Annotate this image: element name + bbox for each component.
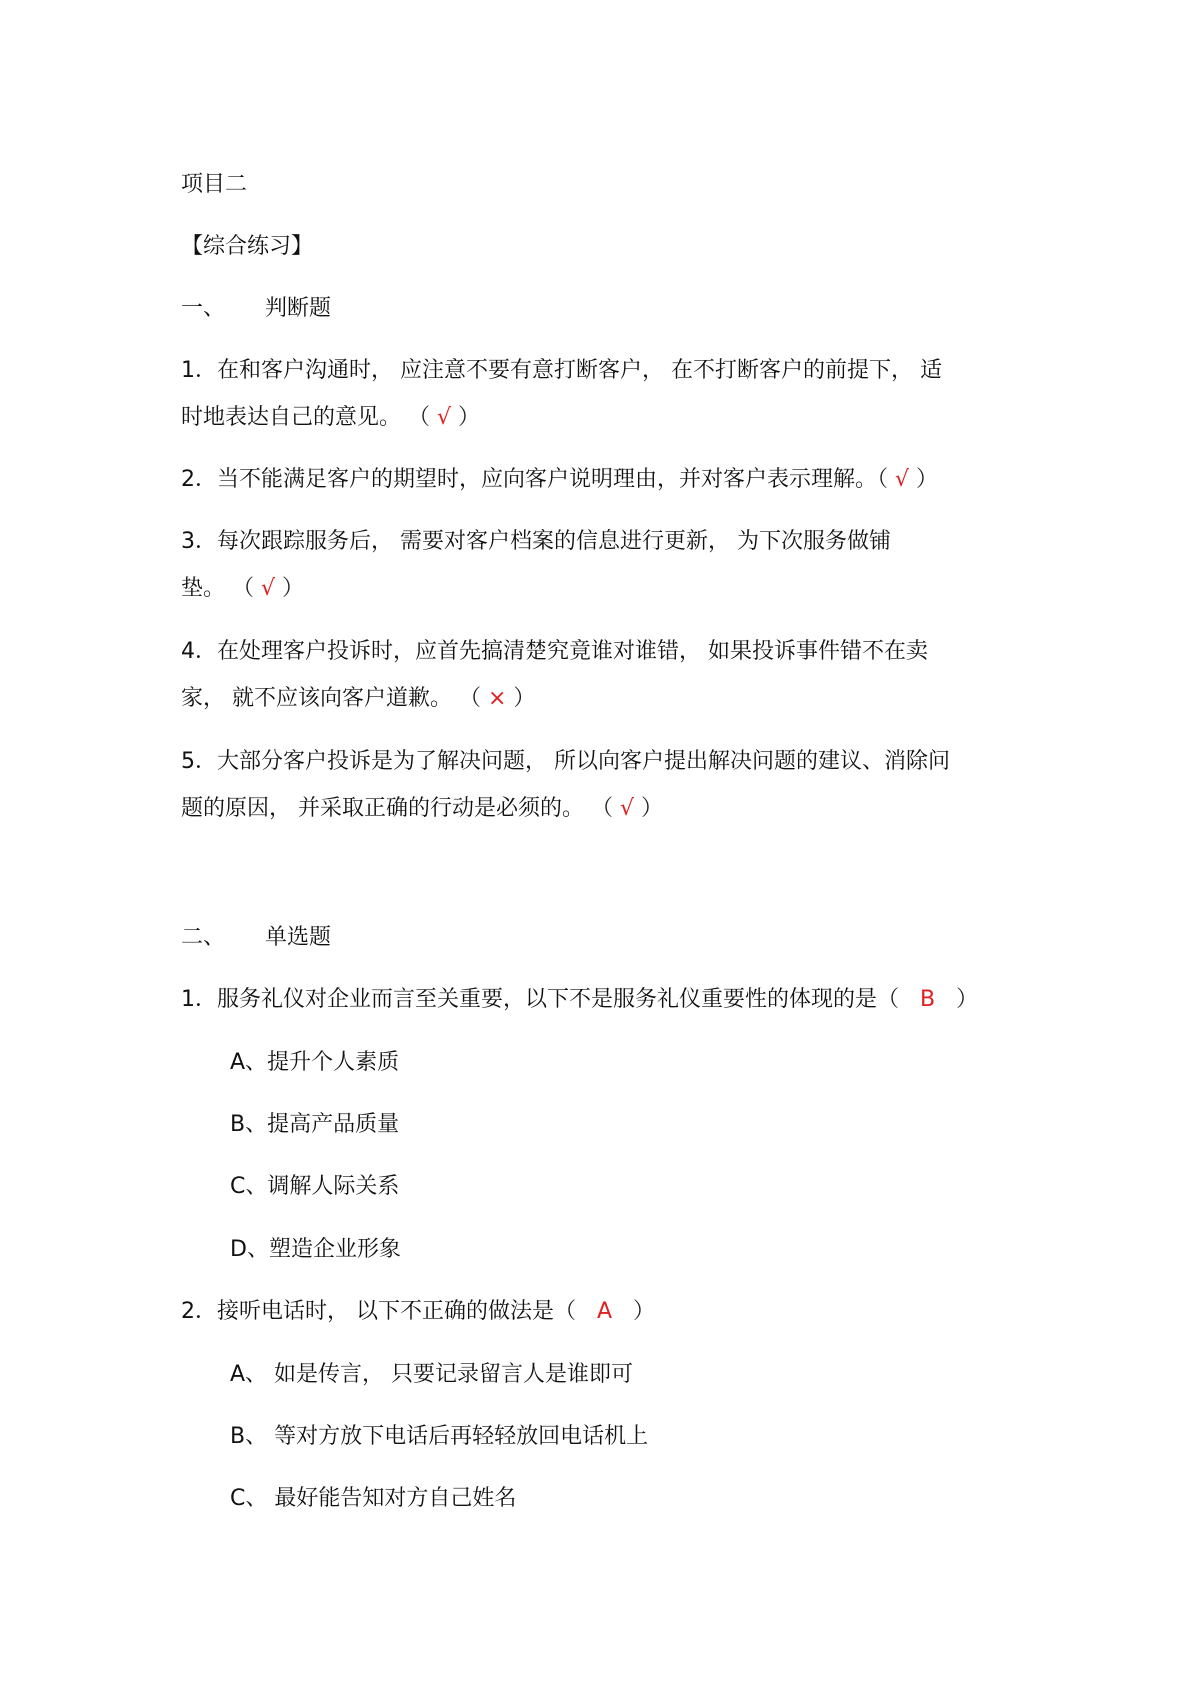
question-text: 接听电话时， 以下不正确的做法是 <box>217 1299 554 1324</box>
section-number: 一、 <box>181 296 226 321</box>
option-letter: B、 <box>230 1424 268 1449</box>
answer-paren: （ <box>459 686 488 711</box>
question-line <box>181 403 480 433</box>
answer-paren: （ <box>554 1299 597 1324</box>
answer-mark: A <box>596 1299 613 1324</box>
section-title: 单选题 <box>265 925 332 950</box>
option-letter: A、 <box>230 1050 268 1075</box>
option-text: 最好能告知对方自己姓名 <box>267 1486 517 1511</box>
section-title: 判断题 <box>265 296 332 321</box>
answer-mark: √ <box>895 467 910 492</box>
answer-paren: ） <box>612 1299 656 1324</box>
question-number: 2． <box>181 1299 217 1324</box>
option-item <box>230 1484 516 1514</box>
question-number: 3． <box>181 529 217 554</box>
question-text: 在和客户沟通时， 应注意不要有意打断客户， 在不打断客户的前提下， 适 <box>217 358 942 383</box>
question-number: 1． <box>181 987 217 1012</box>
question-line <box>181 985 978 1015</box>
answer-paren: （ <box>232 576 262 601</box>
question-text: 在处理客户投诉时，应首先搞清楚究竟谁对谁错， 如果投诉事件错不在卖 <box>217 639 928 664</box>
answer-mark: √ <box>620 796 635 821</box>
option-item <box>230 1422 648 1452</box>
option-item <box>230 1360 633 1390</box>
option-text: 提高产品质量 <box>267 1112 400 1137</box>
option-letter: C、 <box>230 1174 268 1199</box>
option-item <box>230 1235 401 1265</box>
question-text: 时地表达自己的意见。 <box>181 405 402 430</box>
question-line <box>181 684 535 714</box>
option-text: 等对方放下电话后再轻轻放回电话机上 <box>267 1424 649 1449</box>
answer-mark: √ <box>261 576 276 601</box>
answer-paren: ） <box>935 987 979 1012</box>
answer-paren: ） <box>634 796 664 821</box>
question-text: 当不能满足客户的期望时，应向客户说明理由，并对客户表示理解。 <box>217 467 878 492</box>
option-letter: B、 <box>230 1112 268 1137</box>
option-item <box>230 1172 399 1202</box>
question-line <box>181 527 891 557</box>
option-text: 塑造企业形象 <box>268 1237 401 1262</box>
question-text: 垫。 <box>181 576 226 601</box>
section-heading-judgment <box>181 294 331 324</box>
option-item <box>230 1048 399 1078</box>
option-text: 如是传言， 只要记录留言人是谁即可 <box>267 1362 634 1387</box>
question-line <box>181 747 950 777</box>
question-line <box>181 574 304 604</box>
answer-paren: ） <box>275 576 305 601</box>
question-line <box>181 356 942 386</box>
question-text: 题的原因， 并采取正确的行动是必须的。 <box>181 796 584 821</box>
question-text: 服务礼仪对企业而言至关重要，以下不是服务礼仪重要性的体现的是 <box>217 987 878 1012</box>
answer-paren: （ <box>877 467 896 492</box>
question-line <box>181 1297 655 1327</box>
answer-paren: （ <box>591 796 620 821</box>
answer-mark: × <box>488 686 507 711</box>
question-line <box>181 637 928 667</box>
answer-mark: B <box>920 987 936 1012</box>
section-heading-single-choice <box>181 923 331 953</box>
project-title: 项目二 <box>181 172 248 197</box>
option-letter: D、 <box>230 1237 269 1262</box>
question-text: 每次跟踪服务后， 需要对客户档案的信息进行更新， 为下次服务做铺 <box>217 529 891 554</box>
section-number: 二、 <box>181 925 226 950</box>
question-line <box>181 794 663 824</box>
question-line <box>181 465 938 495</box>
question-number: 4． <box>181 639 217 664</box>
option-letter: A、 <box>230 1362 268 1387</box>
option-text: 调解人际关系 <box>267 1174 400 1199</box>
answer-paren: ） <box>506 686 536 711</box>
option-letter: C、 <box>230 1486 268 1511</box>
answer-paren: ） <box>451 405 481 430</box>
question-text: 大部分客户投诉是为了解决问题， 所以向客户提出解决问题的建议、消除问 <box>217 749 950 774</box>
option-text: 提升个人素质 <box>267 1050 400 1075</box>
question-number: 2． <box>181 467 217 492</box>
answer-paren: （ <box>408 405 438 430</box>
answer-paren: （ <box>877 987 920 1012</box>
answer-mark: √ <box>437 405 452 430</box>
question-text: 家， 就不应该向客户道歉。 <box>181 686 452 711</box>
answer-paren: ） <box>909 467 939 492</box>
question-number: 5． <box>181 749 217 774</box>
option-item <box>230 1110 399 1140</box>
practice-title: 【综合练习】 <box>181 234 314 259</box>
question-number: 1． <box>181 358 217 383</box>
